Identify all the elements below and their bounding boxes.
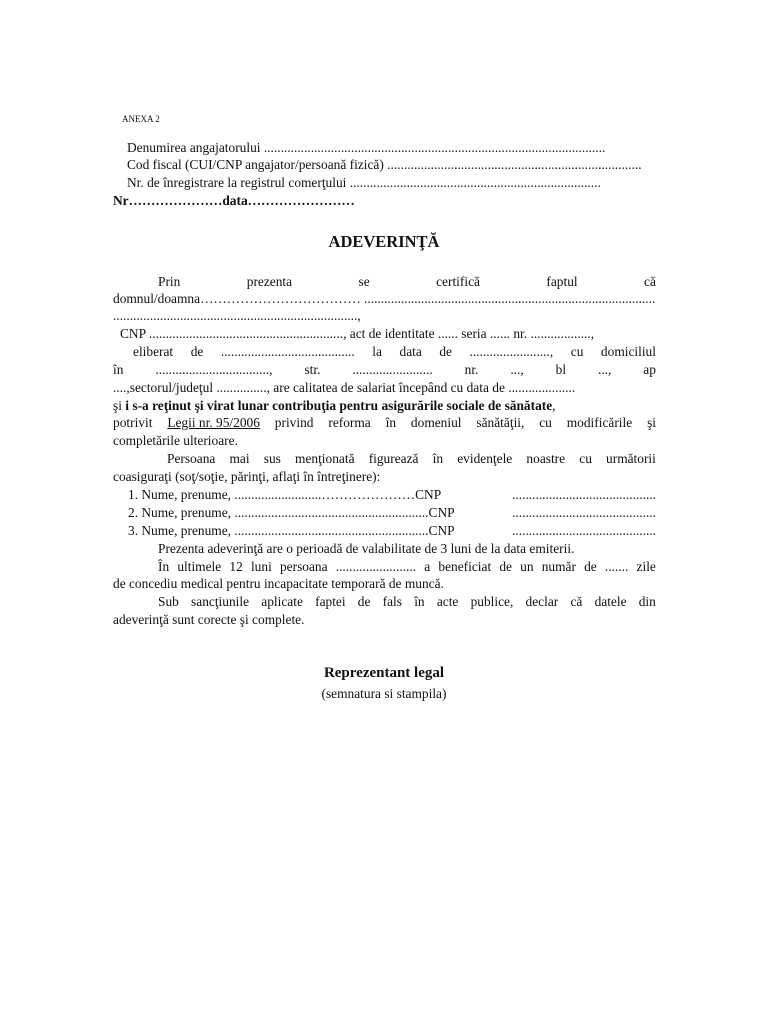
word: reforma: [328, 415, 371, 430]
word: figurează: [368, 451, 419, 466]
employer-name-line: Denumirea angajatorului ......................................................................................................: [127, 140, 606, 155]
word: bl: [555, 362, 567, 377]
document-title: ADEVERINŢĂ: [328, 232, 440, 251]
signature-subtitle: (semnatura si stampila): [321, 686, 447, 701]
word: aplicate: [261, 594, 303, 609]
word: prezenta: [246, 274, 293, 289]
word: că: [570, 594, 583, 609]
word: a: [424, 559, 431, 574]
word: ..................................,: [155, 362, 273, 377]
coinsured-label: 3. Nume, prenume, ..........................................................CNP: [128, 523, 455, 538]
word: de: [584, 559, 597, 574]
annex-label: ANEXA 2: [122, 114, 160, 124]
signature-title: Reprezentant legal: [323, 665, 445, 681]
word: persoana: [279, 559, 328, 574]
word: se: [358, 274, 370, 289]
body-line-1: [158, 273, 656, 291]
word: acte: [436, 594, 459, 609]
word: ultimele: [177, 559, 222, 574]
word: cu: [539, 415, 552, 430]
word: eliberat: [133, 344, 174, 359]
nr-date-line: Nr…………………data……………………: [113, 193, 355, 208]
coinsured-cnp: ...........................................: [512, 523, 656, 538]
word: de: [357, 594, 371, 609]
fiscal-code-line: Cod fiscal (CUI/CNP angajator/persoană fizică) ............................................................................: [127, 157, 642, 172]
coinsured-row-3: [128, 522, 656, 540]
coinsured-row-2: [128, 504, 656, 522]
body-line-8: [113, 397, 556, 415]
word: ........................: [352, 362, 433, 377]
trade-register-line: Nr. de înregistrare la registrul comerţului ...........................................................................: [127, 175, 601, 190]
word: data: [399, 344, 422, 359]
word: datele: [594, 594, 627, 609]
coinsured-row-1: [128, 486, 656, 504]
word: Prin: [158, 274, 181, 289]
body-line-2: domnul/doamna……………………………… .......................................................................................: [113, 291, 656, 306]
body-line-6: [113, 361, 656, 379]
word: faptei: [315, 594, 346, 609]
word: ........................,: [469, 344, 554, 359]
word: evidenţele: [457, 451, 513, 466]
word: şi: [113, 398, 122, 413]
body-line-17: [158, 558, 656, 576]
body-line-3: .........................................................................,: [113, 308, 361, 323]
word: declar: [525, 594, 559, 609]
word: ...,: [597, 362, 612, 377]
word: potrivit: [113, 415, 153, 430]
word: în: [113, 362, 124, 377]
word: ........................................: [220, 344, 355, 359]
word: în: [432, 451, 444, 466]
word: Sub: [158, 594, 179, 609]
word: sancţiunile: [191, 594, 250, 609]
body-line-10: completările ulterioare.: [113, 433, 238, 448]
word: faptul: [546, 274, 578, 289]
word: nr.: [464, 362, 479, 377]
body-line-11: [167, 450, 656, 468]
word: beneficiat: [438, 559, 492, 574]
word: publice,: [470, 594, 514, 609]
word: un: [520, 559, 534, 574]
word: număr: [541, 559, 576, 574]
word: privind: [274, 415, 314, 430]
body-line-12: coasiguraţi (soţ/soţie, părinţi, aflaţi în întreţinere):: [113, 469, 381, 484]
word: sănătăţii,: [476, 415, 525, 430]
word: Persoana: [167, 451, 216, 466]
body-line-18: de concediu medical pentru incapacitate temporară de muncă.: [113, 576, 444, 591]
word: str.: [304, 362, 321, 377]
word: menţionată: [295, 451, 355, 466]
word: de: [499, 559, 512, 574]
bold-clause: i s-a reţinut şi virat lunar contribuţia pentru asigurările sociale de sănătate: [125, 398, 553, 413]
law-link[interactable]: Legii nr. 95/2006: [167, 415, 260, 430]
word: de: [190, 344, 204, 359]
word: luni: [250, 559, 272, 574]
word: În: [158, 559, 170, 574]
body-line-19: [158, 593, 656, 611]
validity-line: Prezenta adeverinţă are o perioadă de valabilitate de 3 luni de la data emiterii.: [158, 541, 575, 556]
word: la: [372, 344, 382, 359]
word: 12: [229, 559, 243, 574]
word: domiciliul: [600, 344, 656, 359]
word: în: [414, 594, 425, 609]
body-line-5: [133, 343, 656, 361]
word: sus: [263, 451, 281, 466]
coinsured-label: 1. Nume, prenume, ..........................…………………CNP: [128, 487, 442, 502]
body-line-4: CNP .........................................................., act de identitate ...... seria ...... nr. ..................,: [120, 326, 595, 341]
word: din: [638, 594, 656, 609]
coinsured-cnp: ...........................................: [512, 505, 656, 520]
word: şi: [647, 415, 656, 430]
word: mai: [229, 451, 250, 466]
body-line-9: [113, 414, 656, 432]
coinsured-cnp: ...........................................: [512, 487, 656, 502]
word: ap: [643, 362, 656, 377]
word: că: [644, 274, 656, 289]
body-line-7: ....,sectorul/judeţul ..............., are calitatea de salariat începând cu data de ....................: [113, 380, 576, 395]
word: certifică: [436, 274, 480, 289]
word: de: [439, 344, 452, 359]
word: fals: [382, 594, 402, 609]
word: în: [385, 415, 397, 430]
word: noastre: [526, 451, 566, 466]
word: următorii: [606, 451, 656, 466]
coinsured-label: 2. Nume, prenume, ..........................................................CNP: [128, 505, 455, 520]
word: ,: [552, 398, 556, 413]
word: cu: [570, 344, 584, 359]
word: domeniul: [410, 415, 462, 430]
word: .......: [604, 559, 629, 574]
word: ...,: [510, 362, 524, 377]
word: ........................: [335, 559, 417, 574]
body-line-20: adeverinţă sunt corecte şi complete.: [113, 612, 305, 627]
word: zile: [636, 559, 656, 574]
word: modificările: [566, 415, 633, 430]
word: cu: [579, 451, 592, 466]
